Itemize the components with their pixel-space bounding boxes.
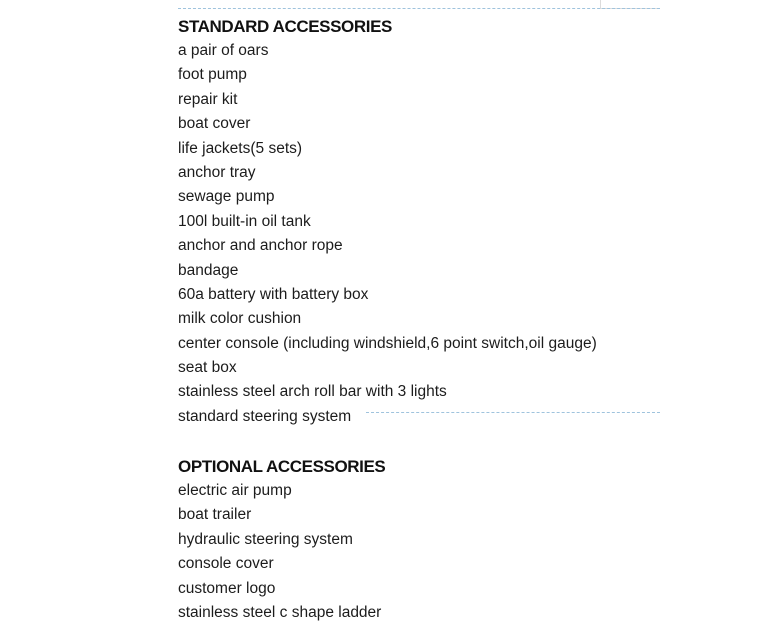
list-item: electric air pump bbox=[178, 482, 292, 499]
list-item: repair kit bbox=[178, 90, 238, 108]
list-item: hydraulic steering system bbox=[178, 530, 353, 548]
list-item: standard steering system bbox=[178, 407, 352, 425]
list-item: anchor tray bbox=[178, 163, 256, 181]
list-item: milk color cushion bbox=[178, 310, 302, 328]
list-item: 60a battery with battery box bbox=[178, 285, 369, 303]
top-dashed-divider bbox=[178, 8, 660, 9]
list-item: boat cover bbox=[178, 115, 251, 133]
optional-accessories-list bbox=[178, 479, 385, 625]
optional-accessories-section bbox=[178, 455, 385, 625]
list-item: 100l built-in oil tank bbox=[178, 212, 311, 230]
list-item: bandage bbox=[178, 261, 239, 279]
list-item: stainless steel c shape ladder bbox=[178, 603, 382, 621]
list-item: life jackets(5 sets) bbox=[178, 139, 303, 157]
list-item: stainless steel arch roll bar with 3 lights bbox=[178, 383, 447, 401]
list-item: center console (including windshield,6 point switch,oil gauge) bbox=[178, 334, 597, 352]
list-item: anchor and anchor rope bbox=[178, 237, 343, 255]
list-item: customer logo bbox=[178, 579, 276, 597]
list-item: sewage pump bbox=[178, 188, 275, 206]
list-item: seat box bbox=[178, 359, 237, 377]
list-item: foot pump bbox=[178, 66, 247, 84]
list-item: console cover bbox=[178, 555, 274, 573]
optional-accessories-heading: OPTIONAL ACCESSORIES bbox=[178, 457, 386, 476]
list-item: a pair of oars bbox=[178, 42, 269, 59]
standard-accessories-list bbox=[178, 39, 597, 429]
list-item: boat trailer bbox=[178, 506, 252, 524]
standard-accessories-section bbox=[178, 15, 597, 429]
standard-accessories-heading: STANDARD ACCESSORIES bbox=[178, 17, 392, 36]
